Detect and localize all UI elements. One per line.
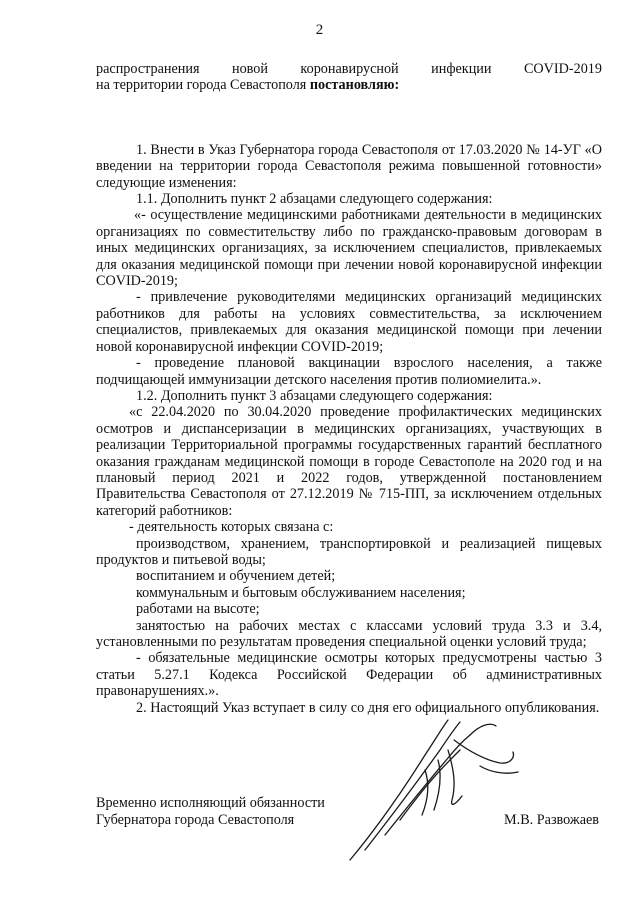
- intro-text: на территории города Севастополя: [96, 77, 310, 94]
- intro-line-2: [96, 77, 602, 93]
- paragraph-1-2-g: занятостью на рабочих местах с классами условий труда 3.3 и 3.4, установленными по результатам проведения специальной оценки условий труда;: [96, 617, 602, 650]
- handwritten-signature: [330, 700, 530, 870]
- signatory-title-line-1: Временно исполняющий обязанности: [96, 795, 325, 811]
- paragraph-1-1-a: «- осуществление медицинскими работниками деятельности в медицинских организациях по совместительству либо по гражданско-правовым договорам в иных медицинских организациях, за исключением специалистов, привлекаемых для оказания медицинской помощи при лечении новой коронавирусной инфекции COVID-2019;: [96, 207, 602, 290]
- signatory-title-line-2: Губернатора города Севастополя: [96, 812, 295, 828]
- paragraph-1-2: 1.2. Дополнить пункт 3 абзацами следующего содержания:: [136, 387, 493, 404]
- paragraph-1-2-e: коммунальным и бытовым обслуживанием населения;: [136, 584, 466, 601]
- intro-line-1: распространения новой коронавирусной инфекции COVID-2019: [96, 61, 602, 77]
- page-number: 2: [315, 22, 324, 38]
- spacer: [96, 94, 602, 142]
- paragraph-1: 1. Внести в Указ Губернатора города Севастополя от 17.03.2020 № 14-УГ «О введении на территории города Севастополя режима повышенной готовности» следующие изменения:: [96, 141, 602, 191]
- paragraph-1-1: 1.1. Дополнить пункт 2 абзацами следующего содержания:: [136, 191, 493, 208]
- paragraph-1-1-c: - проведение плановой вакцинации взрослого населения, а также подчищающей иммунизации детского населения против полиомиелита.».: [96, 355, 602, 388]
- paragraph-1-2-b: - деятельность которых связана с:: [129, 519, 334, 536]
- signatory-name: М.В. Развожаев: [504, 812, 599, 828]
- paragraph-1-2-f: работами на высоте;: [136, 601, 260, 618]
- paragraph-2: 2. Настоящий Указ вступает в силу со дня его официального опубликования.: [136, 699, 600, 716]
- document-body: [96, 61, 602, 716]
- paragraph-1-2-d: воспитанием и обучением детей;: [136, 568, 336, 585]
- paragraph-1-1-b: - привлечение руководителями медицинских организаций медицинских работников для работы на условиях совместительства, за исключением специалистов, привлекаемых для оказания медицинской помощи при лечении новой коронавирусной инфекции COVID-2019;: [96, 289, 602, 355]
- paragraph-1-2-c: производством, хранением, транспортировкой и реализацией пищевых продуктов и питьевой воды;: [96, 535, 602, 568]
- intro-decree-word: постановляю:: [309, 77, 400, 94]
- paragraph-1-2-a: «с 22.04.2020 по 30.04.2020 проведение профилактических медицинских осмотров и диспансеризации в медицинских организациях, участвующих в реализации Территориальной программы государственных гарантий бесплатного оказания гражданам медицинской помощи в городе Севастополе на 2020 год и на плановый период 2021 и 2022 годов, утвержденной постановлением Правительства Севастополя от 27.12.2019 № 715-ПП, за исключением отдельных категорий работников:: [96, 404, 602, 519]
- paragraph-1-2-h: - обязательные медицинские осмотры которых предусмотрены частью 3 статьи 5.27.1 Кодекса Российской Федерации об административных правонарушениях.».: [96, 650, 602, 700]
